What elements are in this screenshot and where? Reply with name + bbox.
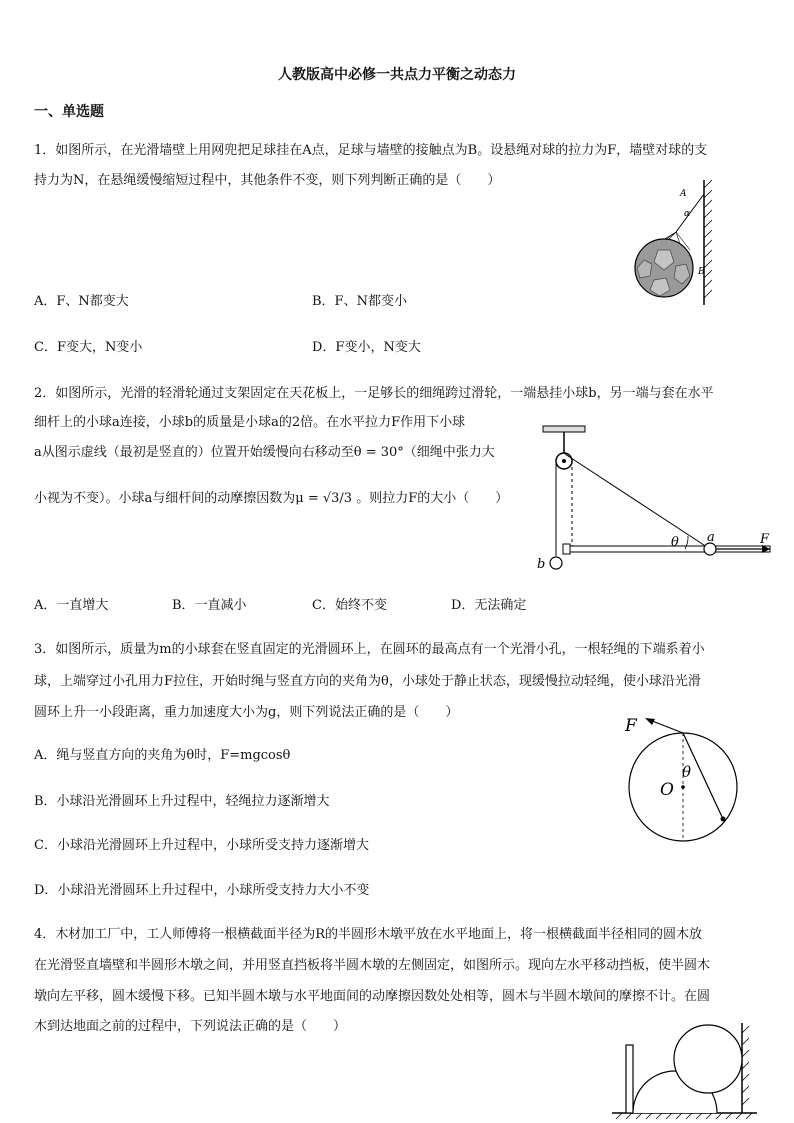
q2-text-line-3: a从图示虚线（最初是竖直的）位置开始缓慢向右移动至θ = 30°（细绳中张力大 — [34, 445, 495, 460]
q1-text-line-1: 1．如图所示，在光滑墙壁上用网兜把足球挂在A点，足球与墙壁的接触点为B。设悬绳对球的拉力为F，墙壁对球的支 — [34, 143, 708, 158]
label-a: A — [680, 189, 687, 199]
label-theta: θ — [682, 763, 692, 781]
q2-option-d[interactable]: D．无法确定 — [451, 598, 527, 613]
label-o: O — [660, 780, 674, 800]
q2-figure — [535, 418, 780, 576]
q3-text-line-2: 球，上端穿过小孔用力F拉住，开始时绳与竖直方向的夹角为θ，小球处于静止状态，现缓慢拉动轻绳，使小球沿光滑 — [34, 674, 701, 689]
q1-figure — [628, 180, 718, 305]
q2-option-c[interactable]: C．始终不变 — [312, 598, 387, 613]
ball-b — [550, 557, 562, 569]
rope-to-a — [565, 454, 710, 549]
q4-text-line-3: 墩向左平移，圆木缓慢下移。已知半圆木墩与水平地面间的动摩擦因数处处相等，圆木与半圆木墩间的摩擦不计。在圆 — [34, 989, 711, 1004]
ceiling — [543, 426, 585, 432]
q1-option-c[interactable]: C．F变大，N变小 — [34, 340, 143, 355]
q2-text-line-4: 小视为不变）。小球a与细杆间的动摩擦因数为μ = √3/3 。则拉力F的大小（ ） — [34, 491, 509, 506]
q2-option-a[interactable]: A．一直增大 — [34, 598, 109, 613]
q3-figure — [615, 710, 765, 845]
label-f: F — [625, 716, 637, 736]
q4-text-line-4: 木到达地面之前的过程中，下列说法正确的是（ ） — [34, 1019, 347, 1034]
q2-option-b[interactable]: B．一直减小 — [172, 598, 247, 613]
label-alpha: α — [684, 209, 691, 219]
force-f-arrowhead — [645, 718, 655, 725]
q4-text-line-1: 4．木材加工厂中，工人师傅将一根横截面半径为R的半圆形木墩平放在水平地面上，将一根横截面半径相同的圆木放 — [34, 927, 703, 942]
q2-text-line-1: 2．如图所示，光滑的轻滑轮通过支架固定在天花板上，一足够长的细绳跨过滑轮，一端悬挂小球b，另一端与套在水平 — [34, 386, 714, 401]
q3-option-c[interactable]: C．小球沿光滑圆环上升过程中，小球所受支持力逐渐增大 — [34, 838, 369, 853]
label-f: F — [760, 532, 770, 547]
label-b: B — [698, 267, 705, 277]
q3-option-d[interactable]: D．小球沿光滑圆环上升过程中，小球所受支持力大小不变 — [34, 883, 370, 898]
label-b: b — [537, 557, 546, 572]
q2-text-line-2: 细杆上的小球a连接，小球b的质量是小球a的2倍。在水平拉力F作用下小球 — [34, 415, 466, 430]
ground-hatch — [616, 1113, 752, 1119]
q1-option-a[interactable]: A．F、N都变大 — [34, 294, 129, 309]
q4-figure — [612, 1018, 772, 1121]
wall-hatch — [742, 1026, 749, 1105]
page-title: 人教版高中必修一共点力平衡之动态力 — [278, 67, 516, 83]
label-a: a — [707, 530, 715, 545]
q4-text-line-2: 在光滑竖直墙壁和半圆形木墩之间，并用竖直挡板将半圆木墩的左侧固定，如图所示。现向左水平移动挡板，使半圆木 — [34, 958, 711, 973]
q1-option-b[interactable]: B．F、N都变小 — [312, 294, 407, 309]
q3-text-line-1: 3．如图所示，质量为m的小球套在竖直固定的光滑圆环上，在圆环的最高点有一个光滑小孔，一根轻绳的下端系着小 — [34, 642, 705, 657]
pulley-axle — [562, 459, 566, 463]
wall-hatch — [704, 180, 712, 298]
ball — [721, 817, 726, 822]
round-log — [674, 1025, 742, 1093]
q3-option-a[interactable]: A．绳与竖直方向的夹角为θ时，F=mgcosθ — [34, 748, 291, 763]
section-heading: 一、单选题 — [34, 104, 104, 120]
baffle-board — [626, 1045, 633, 1113]
q1-text-line-2: 持力为N，在悬绳缓慢缩短过程中，其他条件不变，则下列判断正确的是（ ） — [34, 173, 501, 188]
q3-text-line-3: 圆环上升一小段距离，重力加速度大小为g，则下列说法正确的是（ ） — [34, 705, 459, 720]
label-theta: θ — [671, 535, 679, 550]
center-point — [681, 785, 685, 789]
q1-option-d[interactable]: D．F变小，N变大 — [312, 340, 421, 355]
rod-mount — [563, 544, 570, 554]
q3-option-b[interactable]: B．小球沿光滑圆环上升过程中，轻绳拉力逐渐增大 — [34, 794, 330, 809]
